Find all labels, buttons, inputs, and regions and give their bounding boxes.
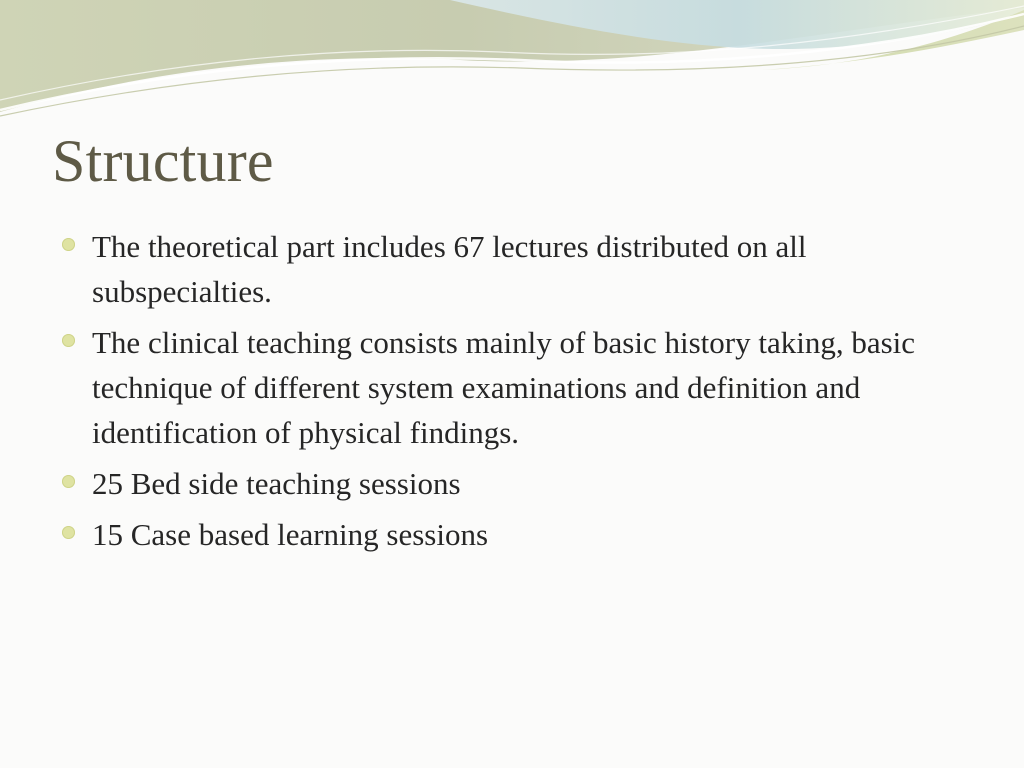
bullet-dot-icon [62,238,75,251]
slide-title: Structure [52,128,274,194]
bullet-list [62,224,972,563]
bullet-text: The theoretical part includes 67 lectures distributed on all subspecialties. [92,229,807,309]
bullet-text: The clinical teaching consists mainly of basic history taking, basic technique of different system examinations and definition and identification of physical findings. [92,325,916,450]
bullet-dot-icon [62,475,75,488]
bullet-dot-icon [62,526,75,539]
bullet-text: 25 Bed side teaching sessions [92,466,461,501]
header-wave-decoration [0,0,1024,140]
list-item [62,320,972,455]
bullet-text: 15 Case based learning sessions [92,517,489,552]
list-item [62,224,972,314]
list-item [62,461,972,506]
list-item [62,512,972,557]
bullet-dot-icon [62,334,75,347]
